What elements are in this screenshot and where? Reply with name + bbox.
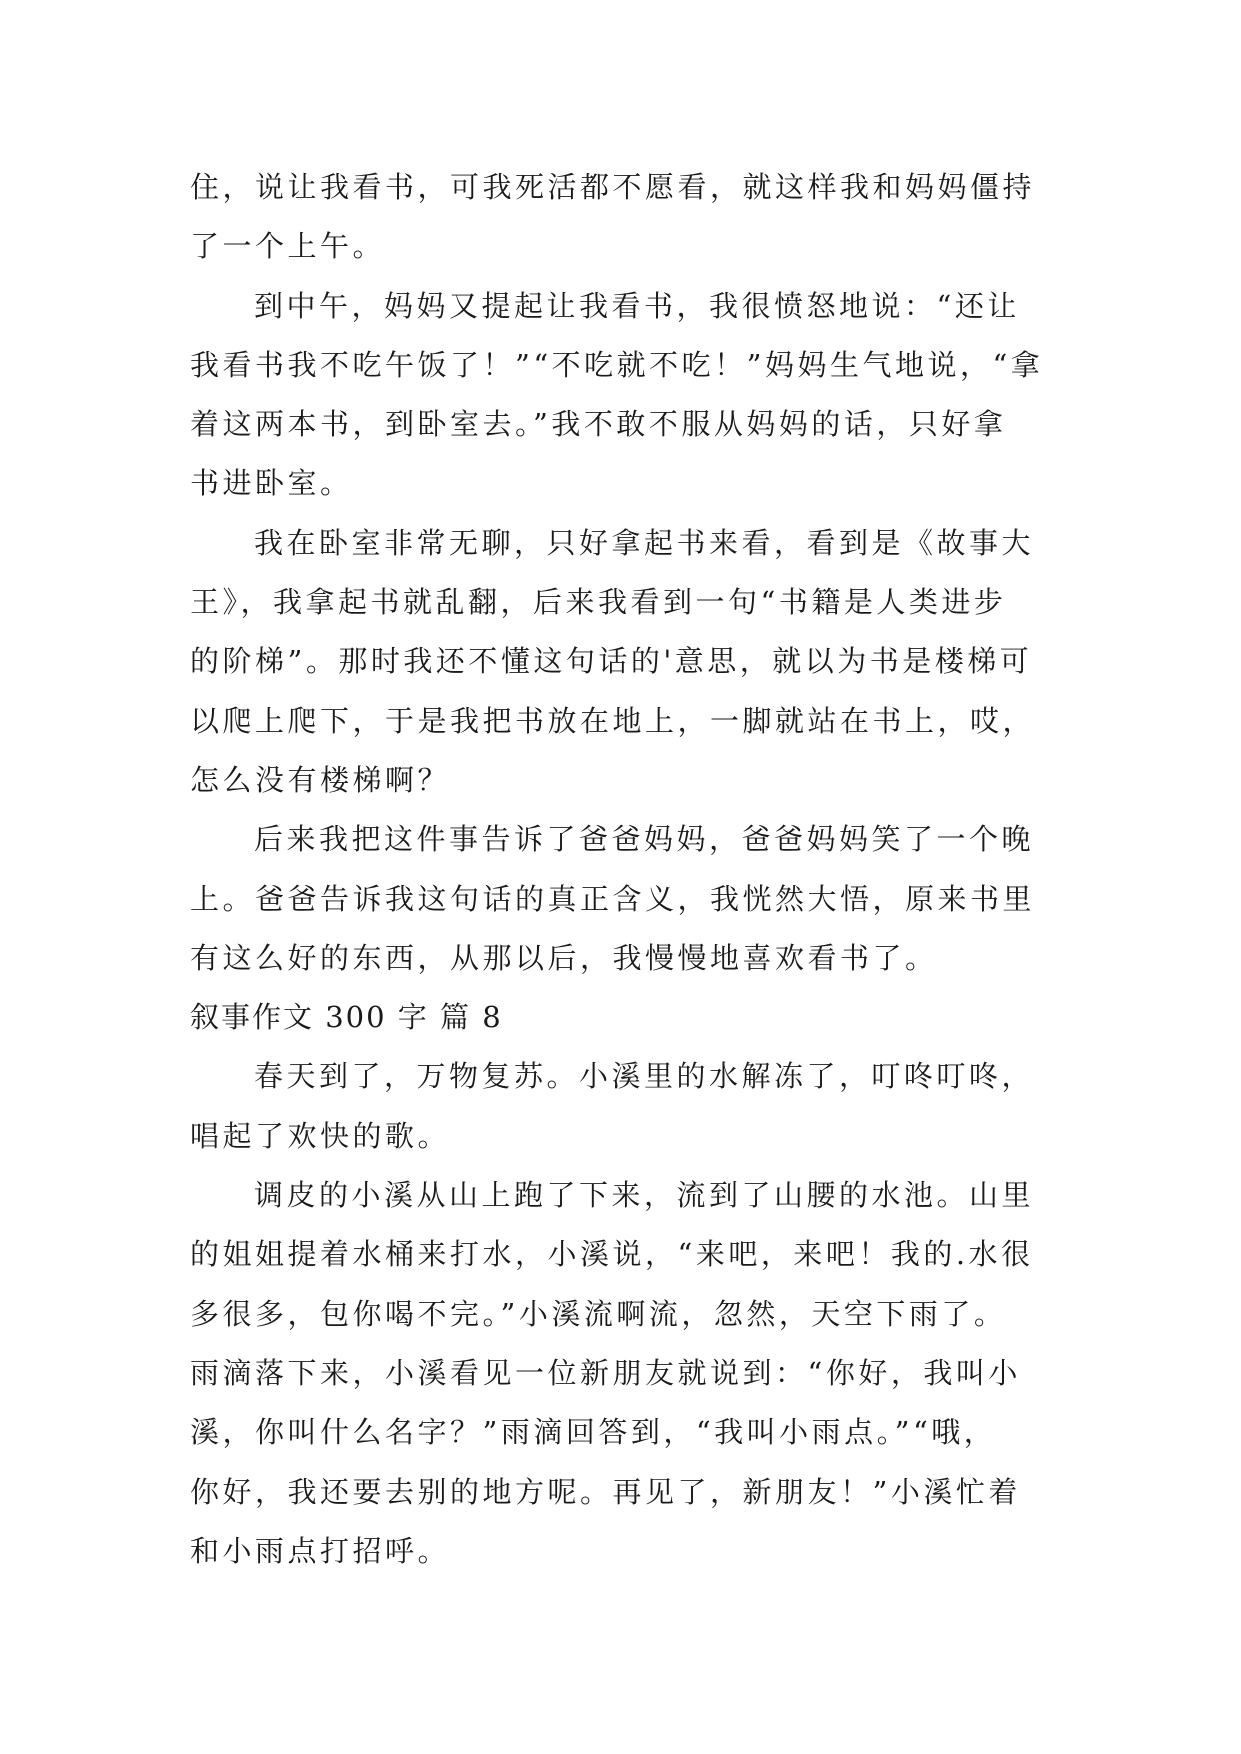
text-line: 我看书我不吃午饭了！”“不吃就不吃！”妈妈生气地说，“拿	[190, 347, 1044, 382]
text-line: 住，说让我看书，可我死活都不愿看，就这样我和妈妈僵持	[190, 170, 1036, 204]
paragraph	[190, 158, 1090, 277]
paragraph	[190, 1047, 1090, 1166]
text-line: 到中午，妈妈又提起让我看书，我很愤怒地说：“还让	[254, 288, 1020, 323]
text-line: 以爬上爬下，于是我把书放在地上，一脚就站在书上，哎，	[190, 703, 1036, 738]
text-line: 调皮的小溪从山上跑了下来，流到了山腰的水池。山里	[254, 1178, 1035, 1213]
text-line: 多很多，包你喝不完。”小溪流啊流，忽然，天空下雨了。	[190, 1296, 1007, 1331]
text-line: 溪，你叫什么名字？”雨滴回答到，“我叫小雨点。”“哦，	[190, 1415, 997, 1450]
text-line: 怎么没有楼梯啊？	[190, 762, 451, 797]
text-line: 你好，我还要去别的地方呢。再见了，新朋友！”小溪忙着	[190, 1474, 1021, 1509]
text-line: 雨滴落下来，小溪看见一位新朋友就说到：“你好，我叫小	[190, 1355, 1021, 1390]
text-line: 了一个上午。	[190, 229, 386, 264]
section-heading	[190, 988, 1090, 1047]
paragraph	[190, 810, 1090, 988]
text-line: 春天到了，万物复苏。小溪里的水解冻了，叮咚叮咚，	[254, 1059, 1035, 1094]
text-line: 王》，我拿起书就乱翻，后来我看到一句“书籍是人类进步	[190, 585, 1007, 620]
text-line: 的阶梯”。那时我还不懂这句话的'意思，就以为书是楼梯可	[190, 644, 1033, 679]
document-body	[190, 158, 1090, 1581]
text-line: 唱起了欢快的歌。	[190, 1118, 451, 1153]
text-line: 上。爸爸告诉我这句话的真正含义，我恍然大悟，原来书里	[190, 881, 1036, 916]
text-line: 的姐姐提着水桶来打水，小溪说，“来吧，来吧！我的.水很	[190, 1237, 1034, 1272]
paragraph	[190, 277, 1090, 514]
paragraph	[190, 514, 1090, 810]
text-line: 和小雨点打招呼。	[190, 1533, 451, 1568]
text-line: 着这两本书，到卧室去。”我不敢不服从妈妈的话，只好拿	[190, 407, 1007, 442]
section-heading-text: 叙事作文 300 字 篇 8	[190, 1000, 503, 1035]
text-line: 书进卧室。	[190, 466, 353, 501]
text-line: 有这么好的东西，从那以后，我慢慢地喜欢看书了。	[190, 940, 938, 975]
text-line: 我在卧室非常无聊，只好拿起书来看，看到是《故事大	[254, 525, 1035, 560]
text-line: 后来我把这件事告诉了爸爸妈妈，爸爸妈妈笑了一个晚	[254, 822, 1035, 857]
paragraph	[190, 1166, 1090, 1581]
